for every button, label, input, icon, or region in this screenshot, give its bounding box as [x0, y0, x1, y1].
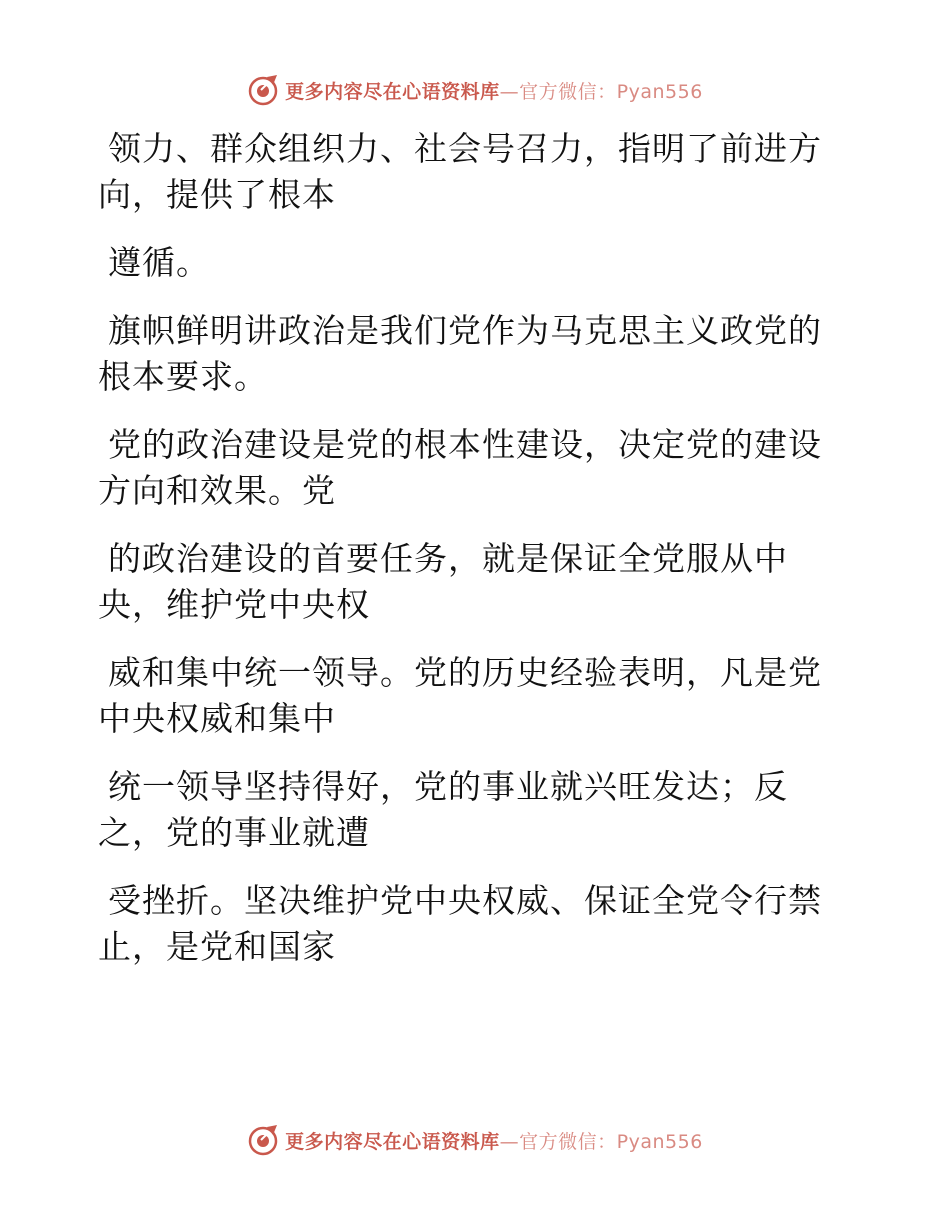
paragraph [98, 308, 838, 400]
paragraph [98, 878, 838, 970]
text-line: 威和集中统一领导。党的历史经验表明，凡是党 [108, 653, 822, 692]
text-line: 之，党的事业就遭 [98, 813, 370, 852]
paragraph [98, 764, 838, 856]
text-line: 央，维护党中央权 [98, 585, 370, 624]
text-line: 统一领导坚持得好，党的事业就兴旺发达；反 [108, 767, 788, 806]
watermark-rest: —官方微信：Pyan556 [499, 1130, 703, 1153]
watermark-text [285, 1127, 703, 1154]
text-line: 止，是党和国家 [98, 927, 336, 966]
text-line: 旗帜鲜明讲政治是我们党作为马克思主义政党的 [108, 311, 822, 350]
header-watermark [0, 70, 950, 110]
text-line: 的政治建设的首要任务，就是保证全党服从中 [108, 539, 788, 578]
footer-watermark [0, 1120, 950, 1160]
document-body [98, 126, 838, 970]
paragraph [98, 536, 838, 628]
watermark-text [285, 77, 703, 104]
text-line: 向，提供了根本 [98, 175, 336, 214]
pen-logo-icon [247, 1123, 281, 1157]
text-line: 党的政治建设是党的根本性建设，决定党的建设 [108, 425, 822, 464]
text-line: 领力、群众组织力、社会号召力，指明了前进方 [108, 129, 822, 168]
paragraph [98, 422, 838, 514]
watermark-rest: —官方微信：Pyan556 [499, 80, 703, 103]
text-line: 受挫折。坚决维护党中央权威、保证全党令行禁 [108, 881, 822, 920]
watermark-strong: 更多内容尽在心语资料库 [285, 80, 500, 103]
paragraph [98, 240, 838, 286]
paragraph [98, 126, 838, 218]
text-line: 中央权威和集中 [98, 699, 336, 738]
text-line: 根本要求。 [98, 357, 268, 396]
text-line: 遵循。 [108, 243, 210, 282]
text-line: 方向和效果。党 [98, 471, 336, 510]
paragraph [98, 650, 838, 742]
watermark-strong: 更多内容尽在心语资料库 [285, 1130, 500, 1153]
pen-logo-icon [247, 73, 281, 107]
